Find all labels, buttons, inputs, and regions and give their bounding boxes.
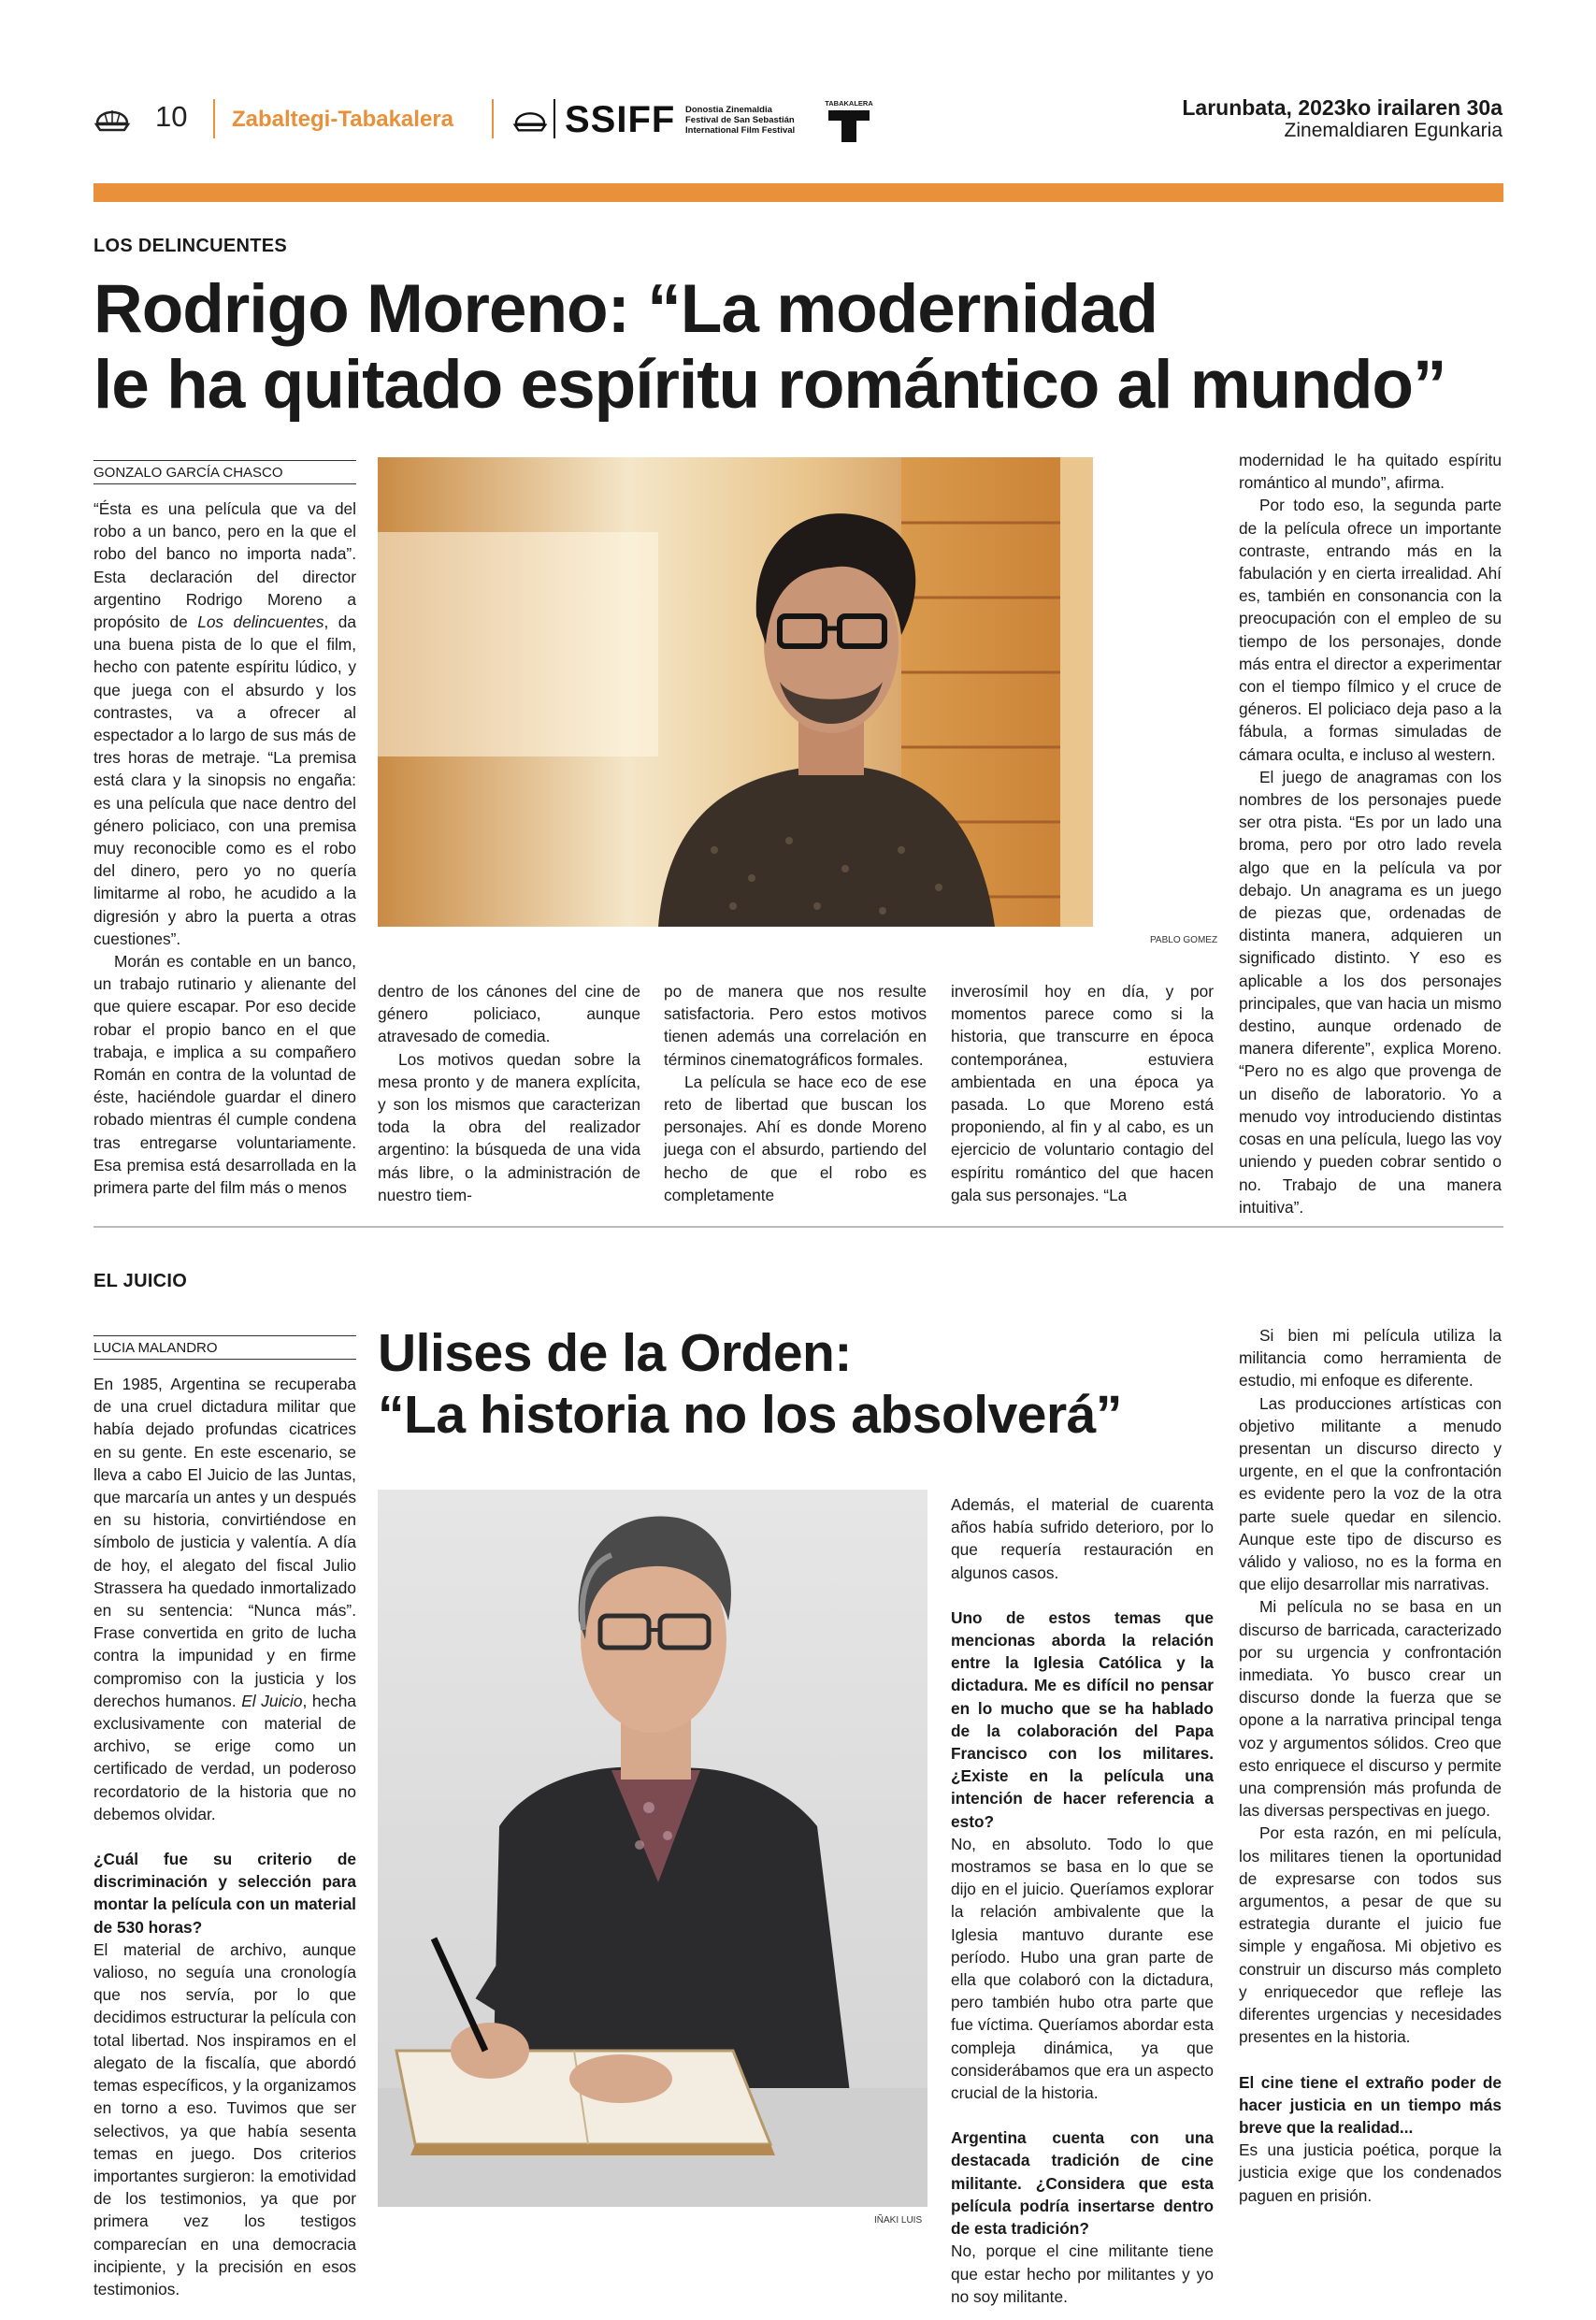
ssiff-logo: SSIFF <box>565 99 676 140</box>
interview-answer: No, porque el cine militante tiene que estar hecho por militantes y yo no soy militante. <box>951 2241 1214 2306</box>
festival-line: Donostia Zinemaldia <box>685 105 772 115</box>
festival-name <box>685 105 816 136</box>
tabakalera-logo <box>823 99 875 144</box>
paragraph: Por todo eso, la segunda parte de la película ofrece un importante contraste, entrando más en la fabulación y en cierta irrealidad. Ahí es, también en consonancia con la preocupación con el empleo de su tiempo de los personajes, donde más entra el director a experimentar con el tiempo fílmico y el cruce de géneros. El policiaco deja paso a la fábula, a formas simuladas de cámara oculta, e incluso al western. <box>1239 496 1502 764</box>
article2-kicker: EL JUICIO <box>93 1271 188 1291</box>
headline-line: Rodrigo Moreno: “La modernidad <box>93 271 1157 347</box>
paragraph: po de manera que nos resulte satisfactoria. Pero estos motivos tienen además una correlación en términos cinematográficos formales. <box>664 982 927 1069</box>
paragraph: Las producciones artísticas con objetivo militante a menudo presentan un discurso directo y urgente, en el que la confrontación es evidente pero la voz de la otra parte suele quedar en silencio. Aunque este tipo de discurso es válido y valioso, no es la forma en que elijo desarrollar mis narrativas. <box>1239 1393 1502 1594</box>
article2-column-3 <box>951 1493 1214 2308</box>
shell-icon <box>93 99 131 137</box>
article1-photo <box>378 457 1093 927</box>
paragraph: El juego de anagramas con los nombres de los personajes puede ser otra pista. “Es por un lado una broma, pero por otro lado revela algo que en la película va por debajo. Un anagrama es un juego de piezas que, ordenadas de distinta manera, adquieren un significado distinto. Y eso es aplicable a los dos personajes principales, que van hacia un mismo destino, aunque ordenado de manera diferente”, explica Moreno. “Pero no es algo que provenga de un diseño de laboratorio. Yo a menudo voy introduciendo distintas cosas en una película, luego las voy uniendo y pueden cobrar sentido o no. Trabajo de una manera intuitiva”. <box>1239 767 1502 1217</box>
headline-line: le ha quitado espíritu romántico al mundo” <box>93 347 1446 423</box>
article1-column-4 <box>951 980 1214 1206</box>
headline-line: “La historia no los absolverá” <box>378 1385 1122 1445</box>
paragraph: “Ésta es una película que va del robo a un banco, pero en la que el robo del banco no importa nada”. Esta declaración del director argentino Rodrigo Moreno a propósito de Los delincuentes, da una buena pista de lo que el film, hecho con patente espíritu lúdico, y que juega con el absurdo y los contrastes, va a ofrecer al espectador a lo largo de sus más de tres horas de metraje. “La premisa está clara y la sinopsis no engaña: es una película que nace dentro del género policiaco, con una premisa muy reconocible como es el robo del dinero, pero yo no quería limitarme al robo, he acudido a la digresión y abro la puerta a otras cuestiones”. <box>93 499 357 948</box>
photo-credit: IÑAKI LUIS <box>874 2215 923 2226</box>
interview-answer: No, en absoluto. Todo lo que mostramos se basa en lo que se dijo en el juicio. Queríamos explorar la relación ambivalente que la Iglesia mantuvo durante ese período. Hubo una gran parte de ella que colaboró con la dictadura, pero también hubo otra parte que fue víctima. Queríamos abordar esta compleja dinámica, ya que considerábamos que era un aspecto crucial de la historia. <box>951 1834 1214 2103</box>
paragraph: inverosímil hoy en día, y por momentos parece como si la historia, que transcurre en época contemporánea, estuviera ambientada en una época ya pasada. Lo que Moreno está proponiendo, al fin y al cabo, es un ejercicio de voluntario contagio del espíritu romántico del que hacen gala sus personajes. “La <box>951 982 1214 1204</box>
article1-headline <box>93 271 1505 423</box>
paragraph: Los motivos quedan sobre la mesa pronto y de manera explícita, y son los mismos que caracterizan toda la obra del realizador argentino: la búsqueda de una vida más libre, o la administración de nuestro tiem- <box>378 1049 640 1204</box>
article2-photo <box>378 1490 927 2207</box>
interview-answer: El material de archivo, aunque valioso, no seguía una cronología que nos servía, por lo que decidimos estructurar la película con total libertad. Nos inspiramos en el alegato de la fiscalía, que abordó temas específicos, y la organizamos en torno a eso. Tuvimos que ser selectivos, ya que había sesenta temas en juego. Dos criterios importantes surgieron: la emotividad de los testimonios, ya que por primera vez los testigos comparecían en una democracia incipiente, y la precisión en esos testimonios. <box>93 1939 356 2298</box>
paragraph: modernidad le ha quitado espíritu romántico al mundo”, afirma. <box>1239 451 1502 493</box>
logo-separator <box>554 99 555 138</box>
interview-question: Argentina cuenta con una destacada tradición de cine militante. ¿Considera que esta película podría insertarse dentro de esta tradición? <box>951 2128 1214 2239</box>
article1-column-2 <box>378 980 640 1206</box>
interview-answer: Es una justicia poética, porque la justicia exige que los condenados paguen en prisión. <box>1239 2140 1502 2205</box>
article-divider <box>93 1226 1503 1228</box>
issue-date: Larunbata, 2023ko irailaren 30a <box>1182 95 1503 120</box>
article2-column-4 <box>1239 1324 1502 2207</box>
portrait-photo <box>378 457 1093 927</box>
article1-column-3 <box>664 980 927 1206</box>
paragraph: Por esta razón, en mi película, los militares tienen la oportunidad de expresarse con todos sus argumentos, a pesar de que su estrategia durante el juicio fue simple y engañosa. Mi objetivo es construir un discurso más completo y enriquecedor que refleje las diferentes urgencias y necesidades presentes en la historia. <box>1239 1823 1502 2047</box>
interview-question: ¿Cuál fue su criterio de discriminación y selección para montar la película con un material de 530 horas? <box>93 1850 356 1937</box>
article1-byline: GONZALO GARCÍA CHASCO <box>93 460 356 484</box>
article1-kicker: LOS DELINCUENTES <box>93 236 288 256</box>
paragraph: Morán es contable en un banco, un trabajo rutinario y alienante del que quiere escapar. Por eso decide robar el propio banco en el que trabaja, e implica a su compañero Román en contra de la voluntad de éste, haciéndole guardar el dinero robado mientras él cumple condena tras entregarse voluntariamente. Esa premisa está desarrollada en la primera parte del film más o menos <box>93 952 356 1198</box>
festival-line: International Film Festival <box>685 125 796 136</box>
header-separator <box>492 99 494 138</box>
paragraph: Si bien mi película utiliza la militancia como herramienta de estudio, mi enfoque es diferente. <box>1239 1326 1502 1391</box>
header-bar <box>93 183 1503 202</box>
photo-credit: PABLO GOMEZ <box>1150 935 1218 945</box>
section-name: Zabaltegi-Tabakalera <box>232 107 453 132</box>
paragraph: dentro de los cánones del cine de género policiaco, aunque atravesado de comedia. <box>378 982 640 1046</box>
interview-question: El cine tiene el extraño poder de hacer justicia en un tiempo más breve que la realidad... <box>1239 2072 1502 2137</box>
article2-byline: LUCIA MALANDRO <box>93 1335 356 1360</box>
header-separator <box>213 99 215 138</box>
page-number: 10 <box>155 100 188 133</box>
article1-column-5 <box>1239 449 1502 1218</box>
headline-line: Ulises de la Orden: <box>378 1323 852 1383</box>
portrait-photo <box>378 1490 927 2207</box>
paragraph: En 1985, Argentina se recuperaba de una cruel dictadura militar que había dejado profundas cicatrices en su gente. En este escenario, se lleva a cabo El Juicio de las Juntas, que marcaría un antes y un después en su historia, convirtiéndose en símbolo de justicia y valentía. A día de hoy, el alegato del fiscal Julio Strassera ha quedado inmortalizado en su sentencia: “Nunca más”. Frase convertida en grito de lucha contra la impunidad y en firme compromiso con la justicia y los derechos humanos. El Juicio, hecha exclusivamente con material de archivo, se erige como un certificado de verdad, un poderoso recordatorio de la historia que no debemos olvidar. <box>93 1375 357 1823</box>
paragraph: La película se hace eco de ese reto de libertad que buscan los personajes. Ahí es donde Moreno juega con el absurdo, partiendo del hecho de que el robo es completamente <box>664 1072 927 1204</box>
festival-line: Festival de San Sebastián <box>685 115 795 125</box>
tabakalera-label: TABAKALERA <box>825 99 873 108</box>
paragraph: Además, el material de cuarenta años había sufrido deterioro, por lo que requería restauración en algunos casos. <box>951 1495 1214 1582</box>
paper-name: Zinemaldiaren Egunkaria <box>1284 120 1503 141</box>
article1-column-1 <box>93 497 356 1199</box>
interview-question: Uno de estos temas que mencionas aborda la relación entre la Iglesia Católica y la dictadura. Me es difícil no pensar en lo mucho que se ha hablado de la colaboración del Papa Francisco con los militares. ¿Existe en la película una intención de hacer referencia a esto? <box>951 1607 1214 1831</box>
article2-headline <box>378 1322 1247 1446</box>
ssiff-shell-icon <box>512 101 548 137</box>
paragraph: Mi película no se basa en un discurso de barricada, caracterizado por su urgencia y confrontación inmediata. Yo busco crear un discurso donde la fuerza que se opone a la narrativa principal tenga voz y argumentos sólidos. Creo que esto enriquece el discurso y permite una comprensión más profunda de las diversas perspectivas en juego. <box>1239 1597 1502 1821</box>
article2-column-1 <box>93 1373 356 2300</box>
